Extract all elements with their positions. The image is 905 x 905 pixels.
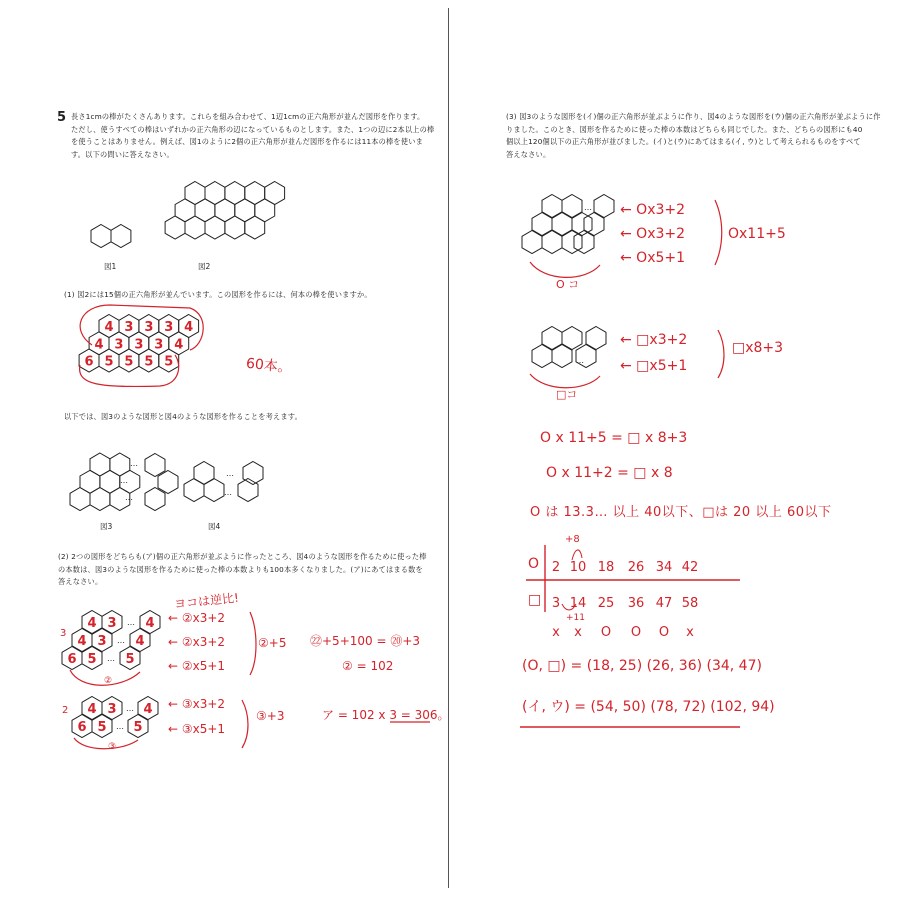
q3-top-label: O コ (556, 278, 580, 291)
q2-brace (242, 700, 248, 748)
q2-top-sum: ②+5 (258, 636, 287, 650)
q2-top-formula: ← ②x3+2 (168, 635, 226, 649)
fig3-hexagon (90, 488, 110, 511)
q1-count-digit: 5 (104, 354, 114, 370)
q2-brace (250, 612, 256, 675)
table-row3-mark: O (600, 625, 612, 640)
q3-brace (530, 262, 600, 277)
q2-digit: 6 (67, 652, 77, 667)
q1-count-digit: 4 (184, 320, 194, 335)
q2-digit: 4 (87, 616, 97, 631)
q2-digit: 4 (77, 634, 87, 649)
q2-dots: … (117, 636, 125, 645)
table-row1-value: 42 (681, 560, 699, 575)
table-row1-value: 2 (551, 560, 561, 575)
q2-line: の本数は、図3のような図形を作るために使った棒の本数よりも100本多くなりました。(ア)にあてはまる数を (58, 564, 423, 574)
q2-dots: … (116, 722, 124, 731)
q3-top-sum: Ox11+5 (728, 226, 786, 242)
q2-top-bottom-label: ② (104, 676, 113, 686)
table-arrow (572, 550, 582, 560)
q2-top-formula: ← ②x5+1 (168, 659, 226, 673)
figure-2-caption: 図2 (198, 262, 211, 271)
q2-dots: … (127, 618, 135, 627)
fig4-hexagon (204, 479, 224, 502)
table-row2-value: 25 (597, 596, 615, 611)
fig3-dots: … (120, 476, 128, 485)
table-row3-mark: O (630, 625, 642, 640)
note-ratio: ヨコは逆比! (173, 590, 240, 612)
table-row1-label: O (528, 556, 540, 572)
q2-digit: 4 (145, 616, 155, 631)
q1-count-digit: 3 (144, 320, 154, 335)
q2-digit: 3 (107, 616, 117, 631)
fig3-dots: … (125, 493, 133, 502)
q1-count-digit: 5 (144, 354, 154, 370)
q2-digit: 4 (87, 702, 97, 717)
q1-count-digit: 4 (94, 337, 104, 353)
q3-equation-1: O x 11+5 = □ x 8+3 (540, 430, 688, 446)
q2-digit: 6 (77, 720, 87, 735)
table-row1-value: 18 (597, 560, 615, 575)
fig3-hexagon (110, 453, 130, 476)
intro-line: す。以下の問いに答えなさい。 (71, 149, 174, 159)
fig3-hexagon (90, 453, 110, 476)
q3-range: O は 13.3… 以上 40以下、□は 20 以上 60以下 (530, 505, 832, 520)
fig4-dots: … (224, 488, 232, 497)
q3-bottom-label: □コ (556, 388, 578, 401)
q3-line: (3) 図3のような図形を(イ)個の正六角形が並ぶように作り、図4のような図形を(ウ)個の正六角形が並ぶように作 (506, 112, 881, 121)
table-row2-label: □ (528, 592, 542, 608)
table-row2-value: 36 (627, 596, 645, 611)
q2-digit: 5 (125, 652, 135, 667)
q3-brace (530, 374, 600, 388)
q2-bottom-sum: ③+3 (256, 709, 285, 723)
q2-digit: 3 (97, 634, 107, 649)
fig3-hexagon (145, 488, 165, 511)
q1-count-digit: 3 (124, 320, 134, 335)
q3-dots: … (576, 356, 584, 365)
table-row3-mark: x (552, 625, 560, 640)
intro-line: 長さ1cmの棒がたくさんあります。これらを組み合わせて、1辺1cmの正六角形が並んだ図形を作ります。 (71, 112, 425, 121)
q3-bottom-formula: ← □x3+2 (620, 332, 688, 348)
q2-equation-1: ㉒+5+100 = ⑳+3 (310, 634, 421, 648)
figure-1-caption: 図1 (104, 262, 117, 271)
figure-4-caption: 図4 (208, 522, 221, 531)
question-1: (1) 図2には15個の正六角形が並んでいます。この図形を作るには、何本の棒を使いますか。 (64, 290, 372, 299)
q3-top-formula: ← Ox3+2 (620, 202, 686, 218)
q2-brace (74, 738, 138, 749)
q2-digit: 4 (143, 702, 153, 717)
q2-top-formula: ← ②x3+2 (168, 611, 226, 625)
q1-count-digit: 6 (84, 354, 94, 370)
table-row2-value: 47 (655, 596, 673, 611)
table-row3-mark: O (658, 625, 670, 640)
q2-line: 答えなさい。 (58, 577, 103, 586)
q2-answer: ア = 102 x 3 = 306。 (322, 708, 450, 722)
table-row2-value: 14 (569, 596, 587, 611)
q2-digit: 5 (97, 720, 107, 735)
table-row1-value: 10 (569, 560, 587, 575)
intro-line: を使うことはありません。例えば、図1のように2個の正六角形が並んだ図形を作るには11本の棒を使いま (71, 137, 423, 146)
q2-bottom-formula: ← ③x3+2 (168, 697, 226, 711)
figure-3-caption: 図3 (100, 522, 113, 531)
q2-digit: 3 (107, 702, 117, 717)
fig3-dots: … (130, 459, 138, 468)
q1-count-digit: 4 (104, 320, 114, 335)
q3-brace (715, 200, 722, 265)
q3-line: りました。このとき、図形を作るために使った棒の本数はどちらも同じでした。また、どちらの図形にも40 (506, 124, 863, 134)
q3-top-formula: ← Ox3+2 (620, 226, 686, 242)
step-top: +8 (565, 534, 580, 545)
table-row3-mark: x (574, 625, 582, 640)
q2-bottom-side: 2 (62, 705, 69, 716)
q1-count-digit: 5 (164, 354, 174, 370)
q3-bottom-sum: □x8+3 (732, 340, 784, 356)
q3-top-formula: ← Ox5+1 (620, 250, 686, 266)
q1-count-digit: 3 (114, 337, 124, 353)
table-row3-mark: x (686, 625, 694, 640)
q3-dots: … (584, 203, 592, 212)
fig3-hexagon (158, 471, 178, 494)
step-bottom: +11 (566, 613, 585, 623)
problem-number: 5 (57, 110, 67, 125)
q3-line: 答えなさい。 (506, 149, 551, 159)
q3-line: 個以上120個以下の正六角形が並びました。(イ)と(ウ)にあてはまる(イ, ウ)として考えられるものをすべて (506, 137, 861, 146)
q2-brace (70, 670, 140, 685)
q2-digit: 4 (135, 634, 145, 649)
fig4-dots: … (226, 469, 234, 478)
q2-top-side: 3 (60, 628, 67, 639)
q2-equation-2: ② = 102 (342, 659, 394, 673)
q2-dots: … (126, 704, 134, 713)
table-row1-value: 26 (627, 560, 645, 575)
q2-digit: 5 (133, 720, 143, 735)
lead-text: 以下では、図3のような図形と図4のような図形を作ることを考えます。 (64, 412, 302, 421)
q2-dots: … (107, 654, 115, 663)
q3-equation-2: O x 11+2 = □ x 8 (546, 465, 673, 481)
q1-count-digit: 3 (164, 320, 174, 335)
table-row1-value: 34 (655, 560, 673, 575)
q2-digit: 5 (87, 652, 97, 667)
table-row2-value: 3 (551, 596, 561, 611)
q1-count-digit: 4 (174, 337, 184, 353)
fig4-hexagon (194, 462, 214, 485)
q2-line: (2) 2つの図形をどちらも(ア)個の正六角形が並ぶように作ったところ、図4のような図形を作るために使った棒 (58, 552, 427, 561)
q3-bottom-formula: ← □x5+1 (620, 358, 688, 374)
fig3-hexagon (145, 454, 165, 477)
q1-count-digit: 3 (134, 337, 144, 353)
intro-line: ただし、使うすべての棒はいずれかの正六角形の辺になっているものとします。また、1つの辺に2本以上の棒 (71, 124, 435, 134)
table-row2-value: 58 (681, 596, 699, 611)
q1-count-digit: 5 (124, 354, 134, 370)
q2-bottom-bottom-label: ③ (108, 742, 117, 752)
q3-brace (718, 330, 724, 378)
q2-bottom-formula: ← ③x5+1 (168, 722, 226, 736)
pairs-answer: (イ, ウ) = (54, 50) (78, 72) (102, 94) (522, 699, 775, 715)
fig4-hexagon (184, 479, 204, 502)
q1-count-digit: 3 (154, 337, 164, 353)
fig3-hexagon (70, 488, 90, 511)
pairs-o-square: (O, □) = (18, 25) (26, 36) (34, 47) (522, 658, 762, 674)
q1-answer: 60本。 (245, 355, 293, 377)
